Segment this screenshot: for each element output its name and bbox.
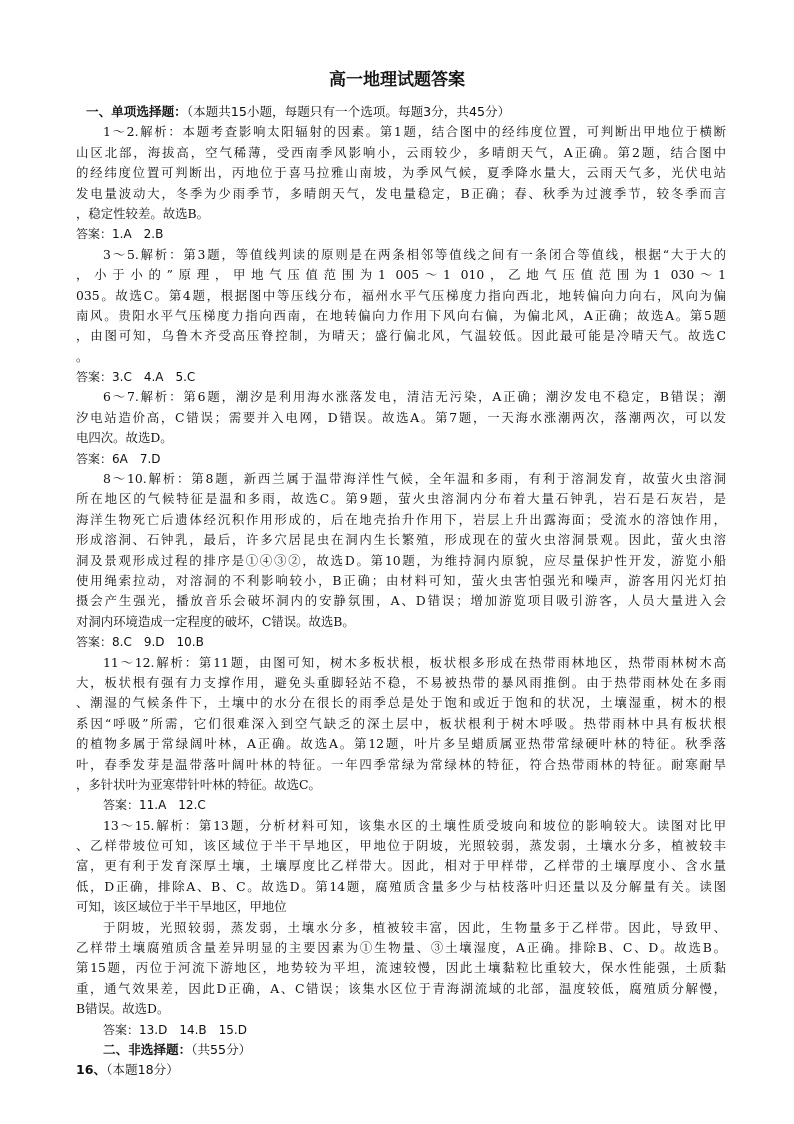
text-line: 大，板状根有强有力支撑作用，避免头重脚轻站不稳，不易被热带的暴风雨推倒。由于热带雨林处在多雨 (76, 674, 726, 690)
text-line: 南风。贵阳水平气压梯度力指向西南，在地转偏向力作用下风向右偏，为偏北风，A正确；故选A。第5题 (76, 307, 726, 323)
text-line: ，多针状叶为亚寒带针叶林的特征。故选C。 (76, 776, 321, 792)
text-line: 6～7.解析：第6题，潮汐是利用海水涨落发电，清洁无污染，A正确；潮汐发电不稳定，B错误；潮 (103, 389, 726, 405)
text-line: 可知，该区域位于半干旱地区，甲地位 (76, 899, 287, 915)
question-16-number: 16、 (76, 1062, 107, 1078)
section-1-title: 一、单项选择题： (86, 104, 187, 119)
text-line: 8～10.解析：第8题，新西兰属于温带海洋性气候，全年温和多雨，有利于溶洞发育，故萤火虫溶洞 (103, 471, 726, 487)
text-line: 形成溶洞、石钟乳，最后，许多穴居昆虫在洞内生长繁殖，形成现在的萤火虫溶洞景观。因此，萤火虫溶 (76, 532, 726, 548)
text-line: 、潮湿的气候条件下，土壤中的水分在很长的雨季总是处于饱和或近于饱和的状况，土壤湿重，树木的根 (76, 695, 726, 711)
section-2-title: 二、非选择题： (103, 1041, 192, 1057)
text-line: 汐电站造价高，C错误；需要并入电网，D错误。故选A。第7题，一天海水涨潮两次，落潮两次，可以发 (76, 409, 726, 425)
answer-line: 答案：13.D 14.B 15.D (103, 1022, 247, 1037)
text-line: 摄会产生强光，播放音乐会破坏洞内的安静氛围，A、D错误；增加游览项目吸引游客，人员大量进入会 (76, 593, 726, 609)
text-line: 富，更有利于发育深厚土壤，土壤厚度比乙样带大。因此，相对于甲样带，乙样带的土壤厚度小、含水量 (76, 858, 726, 874)
document-title: 高一地理试题答案 (329, 70, 465, 90)
answer-line: 答案：8.C 9.D 10.B (76, 635, 204, 650)
text-line: 重，通气效果差，因此D正确，A、C错误；该集水区位于青海湖流域的北部，温度较低，腐殖质分解慢， (76, 980, 726, 996)
text-line: 系因“呼吸”所需，它们很难深入到空气缺乏的深土层中，板状根利于树木呼吸。热带雨林中具有板状根 (76, 715, 726, 731)
text-line: 叶，春季发芽是温带落叶阔叶林的特征。一年四季常绿为常绿林的特征，符合热带雨林的特征。耐寒耐旱 (76, 756, 726, 772)
text-line: 11～12.解析：第11题，由图可知，树木多板状根，板状根多形成在热带雨林地区，热带雨林树木高 (103, 654, 726, 670)
text-line: 035。故选C。第4题，根据图中等压线分布，福州水平气压梯度力指向西北，地转偏向力向右，风向为偏 (76, 287, 726, 303)
text-line: 3～5.解析：第3题，等值线判读的原则是在两条相邻等值线之间有一条闭合等值线，根据“大于大的 (103, 246, 726, 262)
question-16-note: （本题18分） (106, 1062, 179, 1078)
text-line: 、乙样带坡位可知，该区域位于半干旱地区，甲地位于阴坡，光照较弱，蒸发弱，土壤水分多，植被较丰 (76, 838, 726, 854)
text-line: 。 (76, 348, 89, 364)
answer-line: 答案：3.C 4.A 5.C (76, 370, 196, 385)
text-line: 的经纬度位置可判断出，丙地位于喜马拉雅山南坡，为季风气候，夏季降水量大，云雨天气多，光伏电站 (76, 165, 726, 181)
text-line: 低，D正确，排除A、B、C。故选D。第14题，腐殖质含量多少与枯枝落叶归还量以及分解量有关。读图 (76, 878, 726, 894)
text-line: 第15题，丙位于河流下游地区，地势较为平坦，流速较慢，因此土壤黏粒比重较大，保水性能强，土质黏 (76, 960, 726, 976)
text-line: 使用绳索拉动，对溶洞的不利影响较小，B正确；由材料可知，萤火虫害怕强光和噪声，游客用闪光灯拍 (76, 572, 726, 588)
section-1-heading (76, 102, 726, 122)
section-2-heading (76, 1040, 726, 1060)
text-line: 海洋生物死亡后遗体经沉积作用形成的，后在地壳抬升作用下，岩层上升出露海面；受流水的溶蚀作用， (76, 511, 726, 527)
text-line: 山区北部，海拔高，空气稀薄，受西南季风影响小，云雨较少，多晴朗天气，A正确。第2题，结合图中 (76, 144, 726, 160)
text-line: 13～15.解析：第13题，分析材料可知，该集水区的土壤性质受坡向和坡位的影响较大。读图对比甲 (103, 817, 726, 833)
answer-line: 答案：11.A 12.C (103, 798, 206, 813)
text-line: ，由图可知，乌鲁木齐受高压脊控制，为晴天；盛行偏北风，气温较低。因此最可能是冷晴天气。故选C (76, 328, 726, 344)
text-line: 洞及景观形成过程的排序是①④③②，故选D。第10题，为维持洞内原貌，应尽量保护性开发，游览小船 (76, 552, 726, 568)
text-line: 1～2.解析：本题考查影响太阳辐射的因素。第1题，结合图中的经纬度位置，可判断出甲地位于横断 (103, 124, 726, 140)
section-1-note: （本题共15小题，每题只有一个选项。每题3分，共45分） (186, 104, 511, 119)
answer-line: 答案：1.A 2.B (76, 227, 164, 242)
document-body (76, 102, 726, 1081)
text-line: 电四次。故选D。 (76, 430, 173, 446)
question-16-heading (76, 1060, 726, 1080)
text-line: 于阴坡，光照较弱，蒸发弱，土壤水分多，植被较丰富，因此，生物量多于乙样带。因此，导致甲、 (103, 919, 726, 935)
text-line: 的植物多属于常绿阔叶林，A正确。故选A。第12题，叶片多呈蜡质属亚热带常绿硬叶林的特征。秋季落 (76, 736, 726, 752)
text-line: ，稳定性较差。故选B。 (76, 205, 210, 221)
text-line: 发电量波动大，冬季为少雨季节，多晴朗天气，发电量稳定，B正确；春、秋季为过渡季节，较冬季而言 (76, 185, 726, 201)
text-line: B错误。故选D。 (76, 1001, 170, 1017)
text-line: 对洞内环境造成一定程度的破坏，C错误。故选B。 (76, 613, 355, 629)
text-line: 乙样带土壤腐殖质含量差异明显的主要因素为①生物量、③土壤湿度，A正确。排除B、C、D。故选B。 (76, 940, 726, 956)
text-line: 所在地区的气候特征是温和多雨，故选C。第9题，萤火虫溶洞内分布着大量石钟乳，岩石是石灰岩，是 (76, 491, 726, 507)
section-2-note: （共55分） (191, 1041, 252, 1057)
text-line: ，小于小的”原理，甲地气压值范围为1 005～1 010，乙地气压值范围为1 030～1 (76, 267, 726, 283)
answer-line: 答案：6A 7.D (76, 451, 161, 466)
